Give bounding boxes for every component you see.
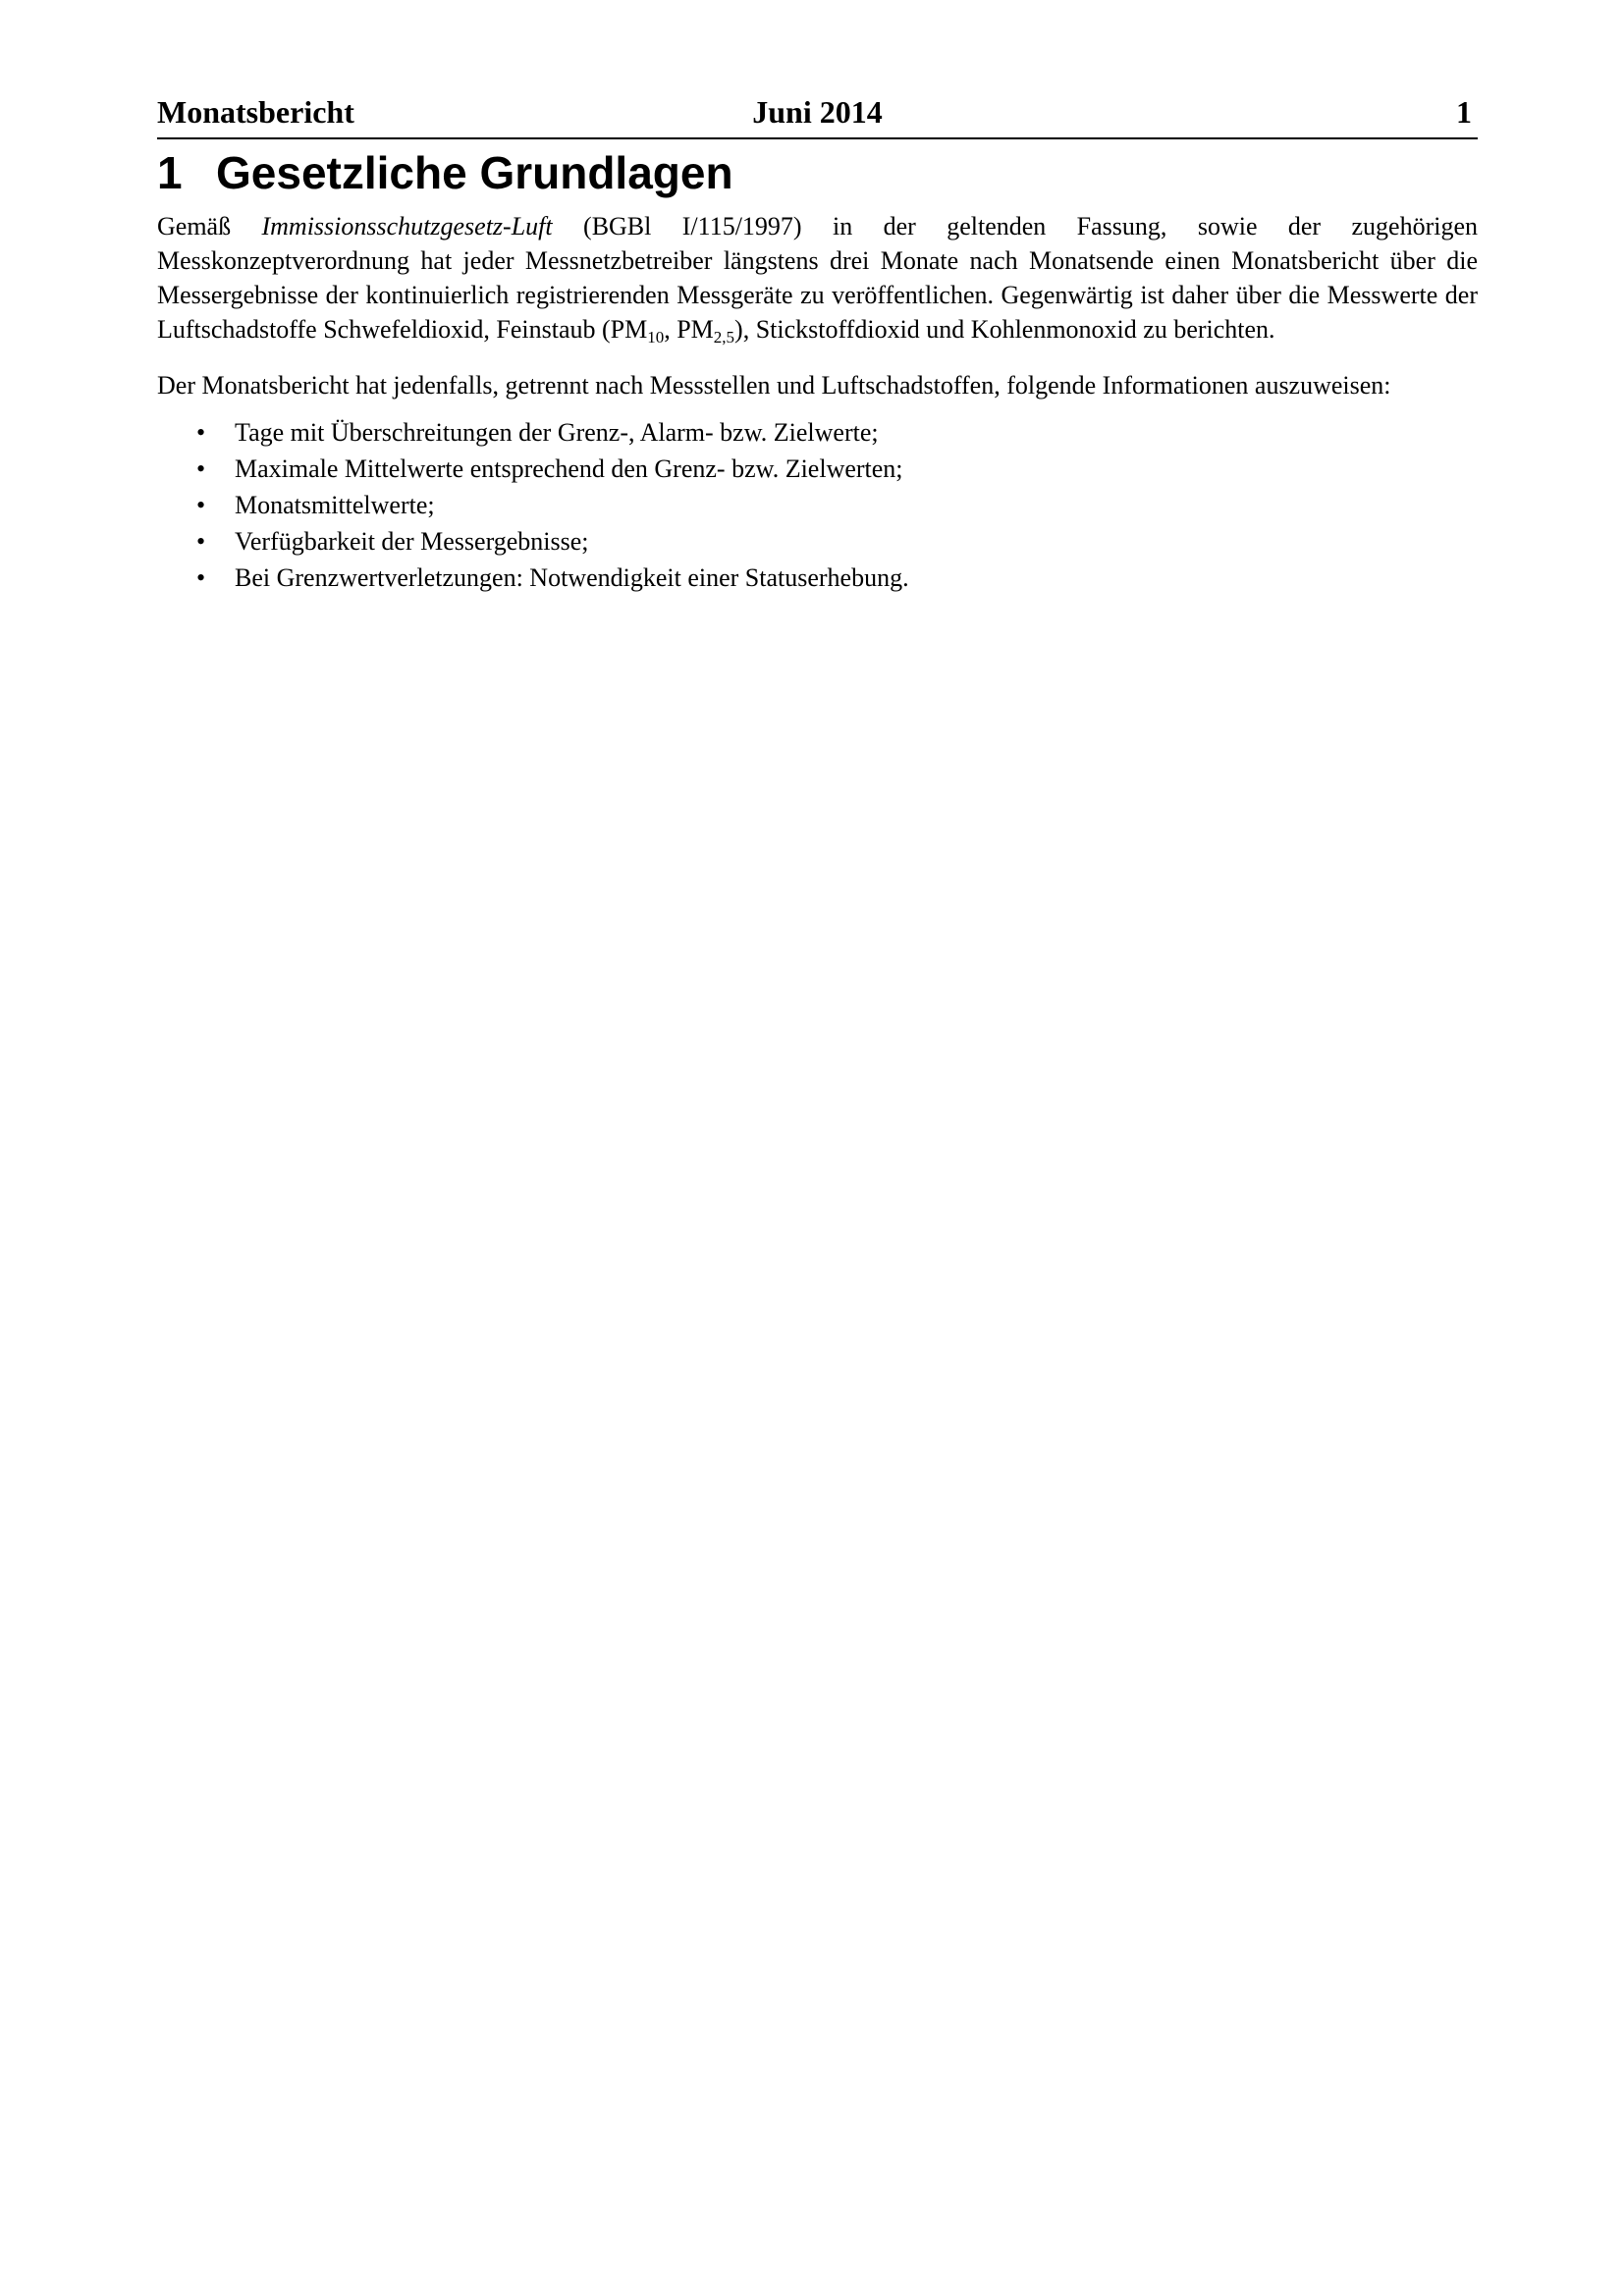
paragraph-report-contents: Der Monatsbericht hat jedenfalls, getrennt nach Messstellen und Luftschadstoffen, folgende Informationen auszuweisen: [157, 370, 1391, 400]
list-item-text: Bei Grenzwertverletzungen: Notwendigkeit einer Statuserhebung. [235, 562, 909, 592]
header-page-number: 1 [1456, 94, 1472, 130]
section-heading [157, 147, 1478, 199]
list-item-text: Maximale Mittelwerte entsprechend den Grenz- bzw. Zielwerten; [235, 454, 903, 483]
list-item-text: Verfügbarkeit der Messergebnisse; [235, 526, 589, 556]
running-header [157, 96, 1478, 139]
bullet-icon: • [196, 454, 206, 483]
header-date: Juni 2014 [752, 94, 883, 130]
list-item [157, 414, 1478, 451]
paragraph-legal-basis [157, 209, 1478, 347]
list-item [157, 560, 1478, 596]
header-center [157, 96, 1478, 128]
list-item [157, 487, 1478, 523]
bullet-icon: • [196, 526, 206, 556]
section-number: 1 [157, 147, 183, 198]
law-name: Immissionsschutzgesetz-Luft [261, 211, 553, 240]
list-item [157, 523, 1478, 560]
bullet-icon: • [196, 417, 206, 447]
subscript-pm10: 10 [647, 327, 665, 347]
list-item-text: Tage mit Überschreitungen der Grenz-, Alarm- bzw. Zielwerte; [235, 417, 879, 447]
bullet-icon: • [196, 562, 206, 592]
list-item-text: Monatsmittelwerte; [235, 490, 435, 519]
section-title: Gesetzliche Grundlagen [216, 147, 733, 198]
paragraph-text: , PM [664, 314, 714, 344]
required-information-list [157, 414, 1478, 596]
header-report-title: Monatsbericht [157, 94, 354, 130]
bullet-icon: • [196, 490, 206, 519]
paragraph-text: (BGBl I/115/1997) in der geltenden Fassung, sowie der zugehörigen Messkonzeptverordnung hat jeder Messnetzbetreiber längstens drei Monate nach Monatsende einen Monatsbericht über die Messergebnisse der kontinuierlich registrierenden Messgeräte zu veröffentlichen. Gegenwärtig ist daher über die Messwerte der Luftschadstoffe Schwefeldioxid, Feinstaub (PM [157, 211, 1478, 344]
document-page [157, 96, 1478, 596]
paragraph-text: Gemäß [157, 211, 262, 240]
paragraph-text: ), Stickstoffdioxid und Kohlenmonoxid zu berichten. [734, 314, 1275, 344]
subscript-pm25: 2,5 [713, 327, 735, 347]
list-item [157, 451, 1478, 487]
